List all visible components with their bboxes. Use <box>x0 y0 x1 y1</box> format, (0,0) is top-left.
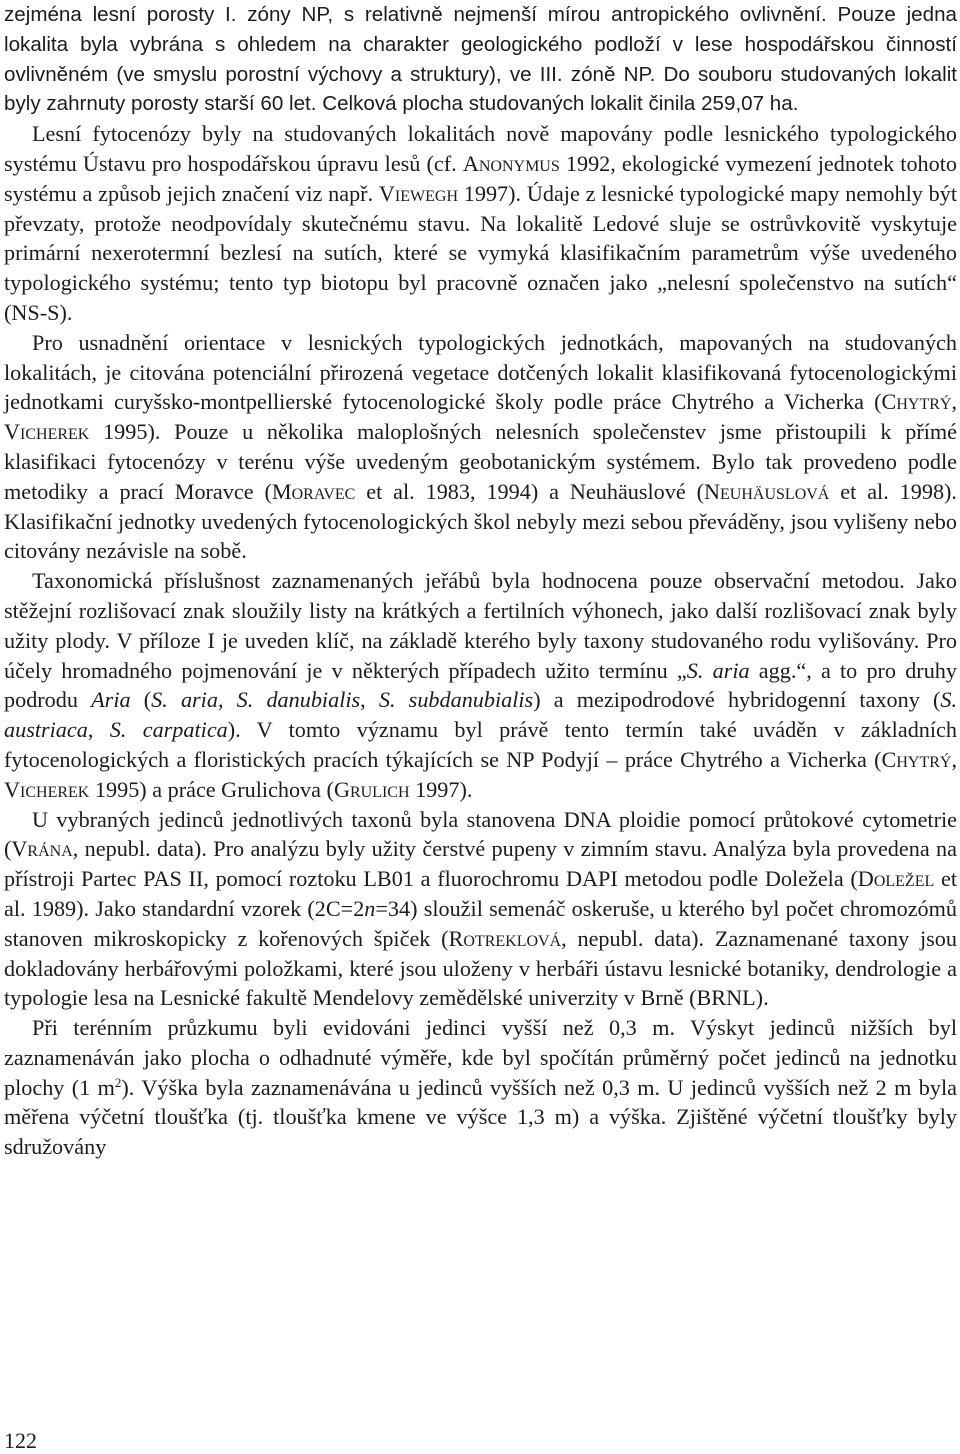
citation-author: Vrána <box>11 836 73 862</box>
citation-author: Anonymus <box>462 150 560 176</box>
text-run: 1992, ekologické vymezení jednotek tohoto systému a způsob jejich značení viz např. <box>4 150 957 206</box>
citation-author: Viewegh <box>378 180 458 206</box>
text-run: , <box>217 687 237 713</box>
paragraph-6 <box>4 1013 957 1162</box>
paragraph-2 <box>4 119 957 328</box>
text-run: , <box>87 717 110 743</box>
body-text <box>4 0 957 1162</box>
taxon-name: S. aria <box>151 687 218 713</box>
text-run: , nepubl. data). Pro analýzu byly užity čerstvé pupeny v zimním stavu. Analýza byla provedena na přístroji Partec PAS II, pomocí roztoku LB01 a fluorochromu DAPI metodou podle Doležela ( <box>4 836 957 892</box>
text-run: 1995). Pouze u několika maloplošných nelesních společenstev jsme přistoupili k přímé klasifikaci fytocenózy v terénu výše uvedeným geobotanickým systémem. Bylo tak provedeno podle metodiky a prací Moravce ( <box>4 419 957 504</box>
citation-author: Chytrý, Vicherek <box>4 389 957 445</box>
text-run: =34) sloužil semenáč oskeruše, u kterého byl počet chromozómů stanoven mikroskopicky z kořenových špiček ( <box>4 895 958 951</box>
formula-variable: n <box>364 895 376 921</box>
text-run: Pro usnadnění orientace v lesnických typologických jednotkách, mapovaných na studovaných lokalitách, je citována potenciální přirozená vegetace dotčených lokalit klasifikovaná fytocenologickými jednotkami curyšsko-montpellierské fytocenologické školy podle práce Chytrého a Vicherka ( <box>4 329 957 415</box>
text-run: 1995) a práce Grulichova ( <box>89 776 334 802</box>
taxon-name: S. carpatica <box>109 717 228 743</box>
citation-author: Rotreklová <box>448 925 562 951</box>
taxon-name: S. danubialis <box>236 687 361 713</box>
text-run: Taxonomická příslušnost zaznamenaných jeřábů byla hodnocena pouze observační metodou. Jako stěžejní rozlišovací znak sloužily listy na krátkých a fertilních výhonech, jako další rozlišovací znak byly užity plody. V příloze I je uveden klíč, na základě kterého byly taxony studovaného rodu vylišovány. Pro účely hromadného pojmenování je v některých případech užito termínu „ <box>4 568 957 683</box>
page-number: 122 <box>4 1428 37 1453</box>
text-run: ). V tomto významu byl právě tento termín také uváděn v základních fytocenologických a floristických pracích týkajících se NP Podyjí – práce Chytrého a Vicherka ( <box>4 717 957 772</box>
text-run: Při terénním průzkumu byli evidováni jedinci vyšší než 0,3 m. Výskyt jedinců nižších byl zaznamenáván jako plocha o odhadnuté výměře, kde byl spočítán průměrný počet jedinců na jednotku plochy (1 m <box>4 1015 957 1100</box>
text-run: ( <box>130 687 152 713</box>
citation-author: Doležel <box>857 866 935 892</box>
text-run: ). Výška byla zaznamenávána u jedinců vyšších než 0,3 m. U jedinců vyšších než 2 m byla měřena výčetní tloušťka (tj. tloušťka kmene ve výšce 1,3 m) a výška. Zjištěné výčetní tloušťky byly sdružovány <box>4 1074 957 1160</box>
text-run: 1997). <box>409 776 473 802</box>
taxon-name: Aria <box>91 687 131 713</box>
taxon-name: S. subdanubialis <box>378 687 534 713</box>
text-run: zejména lesní porosty I. zóny NP, s relativně nejmenší mírou antropického ovlivnění. Pouze jedna lokalita byla vybrána s ohledem na charakter geologického podloží v lese hospodářskou činností ovlivněném (ve smyslu porostní výchovy a struktury), ve III. zóně NP. Do souboru studovaných lokalit byly zahrnuty porosty starší 60 let. Celková plocha studovaných lokalit činila 259,07 ha. <box>4 3 957 116</box>
text-run: et al. 1983, 1994) a Neuhäuslové ( <box>355 478 705 504</box>
text-run: 1997). Údaje z lesnické typologické mapy nemohly být převzaty, protože neodpovídaly skutečnému stavu. Na lokalitě Ledové sluje se ostrůvkovitě vyskytuje primární nexerotermní bezlesí na sutích, které se vymyká klasifikačním parametrům výše uvedeného typologického systému; tento typ biotopu byl pracovně označen jako „nelesní společenstvo na sutích“ (NS-S). <box>4 180 957 325</box>
citation-author: Neuhäuslová <box>704 478 830 504</box>
text-run: U vybraných jedinců jednotlivých taxonů byla stanovena DNA ploidie pomocí průtokové cytometrie ( <box>4 806 957 862</box>
citation-author: Grulich <box>333 776 410 802</box>
citation-author: Moravec <box>271 478 356 504</box>
taxon-name: S. aria <box>686 657 750 683</box>
text-run: Lesní fytocenózy byly na studovaných lokalitách nově mapovány podle lesnického typologického systému Ústavu pro hospodářskou úpravu lesů (cf. <box>4 121 957 176</box>
paragraph-1 <box>4 0 957 119</box>
taxon-name: S. austriaca <box>4 687 958 743</box>
citation-author: Chytrý, Vicherek <box>4 746 957 802</box>
text-run: agg.“, a to pro druhy podrodu <box>4 657 957 713</box>
text-run: ) a mezipodrodové hybridogenní taxony ( <box>533 687 941 713</box>
text-run: , <box>360 687 379 713</box>
paragraph-5 <box>4 805 957 1014</box>
text-run: , nepubl. data). Zaznamenané taxony jsou dokladovány herbářovými položkami, které jsou uloženy v herbáři ústavu lesnické botaniky, dendrologie a typologie lesa na Lesnické fakultě Mendelovy zemědělské univerzity v Brně (BRNL). <box>4 925 957 1011</box>
text-run: et al. 1989). Jako standardní vzorek (2C=2 <box>4 866 957 921</box>
text-run: et al. 1998). Klasifikační jednotky uvedených fytocenologických škol nebyly mezi sebou převáděny, jsou vylišeny nebo citovány nezávisle na sobě. <box>4 478 957 564</box>
superscript: 2 <box>114 1074 122 1090</box>
paragraph-4 <box>4 566 957 804</box>
paragraph-3 <box>4 328 957 566</box>
